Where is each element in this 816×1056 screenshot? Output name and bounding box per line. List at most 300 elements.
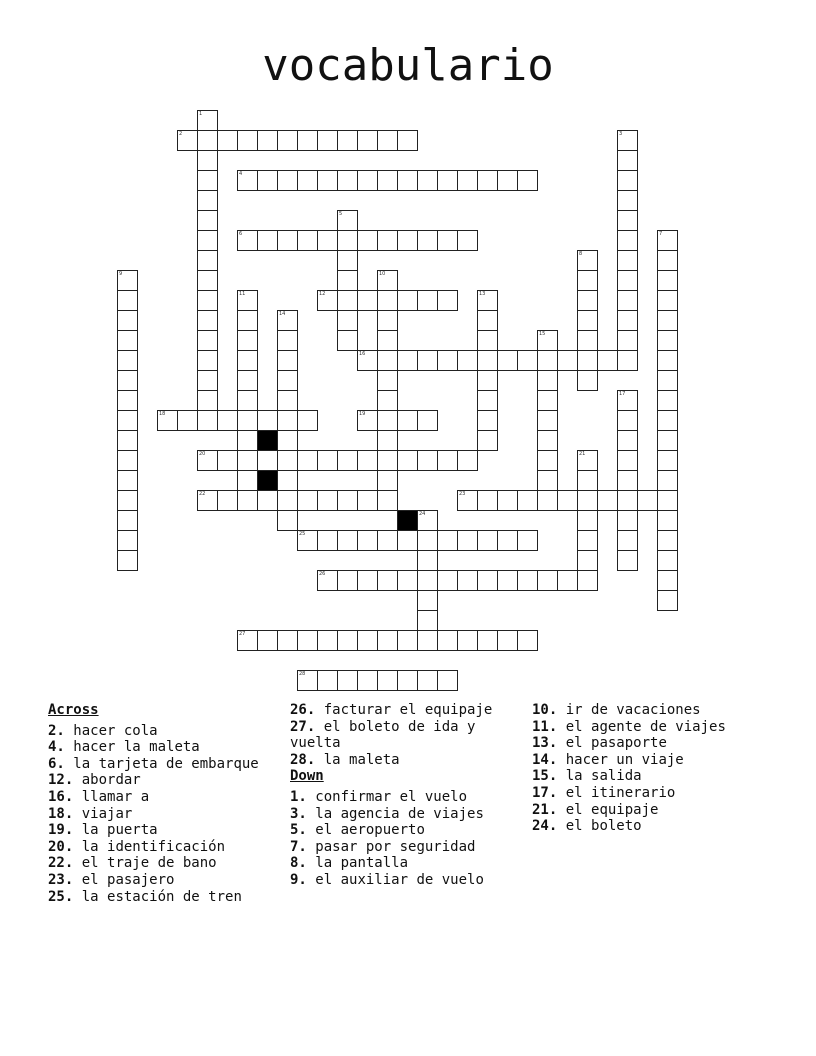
grid-cell[interactable]: [377, 230, 398, 251]
grid-cell[interactable]: [617, 390, 638, 411]
grid-cell[interactable]: [357, 670, 378, 691]
grid-cell[interactable]: [197, 310, 218, 331]
grid-cell[interactable]: [497, 170, 518, 191]
grid-cell[interactable]: [257, 630, 278, 651]
grid-cell[interactable]: [197, 490, 218, 511]
grid-cell[interactable]: [297, 170, 318, 191]
grid-cell[interactable]: [277, 350, 298, 371]
grid-cell[interactable]: [577, 350, 598, 371]
grid-cell[interactable]: [457, 570, 478, 591]
grid-cell[interactable]: [537, 430, 558, 451]
grid-cell[interactable]: [397, 130, 418, 151]
grid-cell[interactable]: [517, 350, 538, 371]
grid-cell[interactable]: [617, 190, 638, 211]
grid-cell[interactable]: [197, 110, 218, 131]
grid-cell[interactable]: [277, 330, 298, 351]
grid-cell[interactable]: [237, 290, 258, 311]
grid-cell[interactable]: [317, 130, 338, 151]
grid-cell[interactable]: [377, 350, 398, 371]
grid-cell[interactable]: [617, 310, 638, 331]
clue-label-number: 3.: [290, 805, 307, 822]
grid-cell[interactable]: [657, 590, 678, 611]
down-clue: [290, 822, 525, 839]
grid-cell[interactable]: [497, 570, 518, 591]
grid-cell[interactable]: [237, 230, 258, 251]
grid-cell[interactable]: [597, 490, 618, 511]
grid-cell[interactable]: [197, 290, 218, 311]
grid-cell[interactable]: [357, 290, 378, 311]
grid-cell[interactable]: [657, 570, 678, 591]
grid-cell[interactable]: [477, 570, 498, 591]
grid-cell[interactable]: [297, 450, 318, 471]
grid-cell[interactable]: [237, 390, 258, 411]
grid-cell[interactable]: [337, 230, 358, 251]
clue-label-number: 21.: [532, 801, 558, 818]
grid-cell[interactable]: [377, 390, 398, 411]
grid-cell[interactable]: [197, 250, 218, 271]
grid-cell[interactable]: [117, 550, 138, 571]
grid-cell[interactable]: [617, 490, 638, 511]
grid-cell[interactable]: [457, 450, 478, 471]
grid-cell[interactable]: [477, 350, 498, 371]
grid-cell[interactable]: [197, 390, 218, 411]
grid-cell[interactable]: [357, 570, 378, 591]
grid-cell[interactable]: [197, 270, 218, 291]
grid-cell[interactable]: [617, 450, 638, 471]
grid-cell[interactable]: [437, 290, 458, 311]
grid-cell[interactable]: [317, 230, 338, 251]
grid-cell[interactable]: [197, 190, 218, 211]
grid-cell[interactable]: [657, 510, 678, 531]
grid-cell[interactable]: [317, 530, 338, 551]
grid-cell[interactable]: [277, 630, 298, 651]
grid-cell[interactable]: [237, 470, 258, 491]
grid-cell[interactable]: [237, 630, 258, 651]
grid-cell[interactable]: [537, 450, 558, 471]
grid-cell[interactable]: [237, 490, 258, 511]
grid-cell[interactable]: [657, 370, 678, 391]
grid-cell[interactable]: [337, 330, 358, 351]
grid-cell[interactable]: [257, 170, 278, 191]
grid-cell[interactable]: [617, 530, 638, 551]
grid-cell[interactable]: [577, 310, 598, 331]
grid-cell[interactable]: [577, 490, 598, 511]
grid-cell[interactable]: [277, 130, 298, 151]
grid-cell[interactable]: [197, 210, 218, 231]
grid-cell[interactable]: [277, 470, 298, 491]
grid-cell[interactable]: [397, 530, 418, 551]
grid-cell[interactable]: [297, 490, 318, 511]
grid-cell[interactable]: [117, 390, 138, 411]
grid-cell[interactable]: [397, 670, 418, 691]
clue-label-number: 23.: [48, 871, 74, 888]
grid-cell[interactable]: [377, 410, 398, 431]
grid-cell[interactable]: [477, 370, 498, 391]
grid-cell[interactable]: [477, 390, 498, 411]
grid-cell[interactable]: [297, 130, 318, 151]
grid-cell[interactable]: [657, 290, 678, 311]
grid-cell[interactable]: [357, 170, 378, 191]
grid-cell[interactable]: [417, 510, 438, 531]
grid-cell[interactable]: [377, 170, 398, 191]
grid-cell[interactable]: [537, 490, 558, 511]
grid-cell[interactable]: [117, 410, 138, 431]
grid-cell[interactable]: [577, 250, 598, 271]
grid-cell[interactable]: [537, 330, 558, 351]
grid-cell[interactable]: [397, 570, 418, 591]
grid-cell[interactable]: [457, 630, 478, 651]
grid-cell[interactable]: [337, 530, 358, 551]
grid-cell[interactable]: [257, 410, 278, 431]
grid-cell[interactable]: [417, 610, 438, 631]
grid-cell[interactable]: [197, 150, 218, 171]
grid-cell[interactable]: [617, 150, 638, 171]
grid-cell[interactable]: [337, 250, 358, 271]
grid-cell[interactable]: [477, 430, 498, 451]
grid-cell[interactable]: [197, 410, 218, 431]
grid-cell[interactable]: [237, 410, 258, 431]
clue-label-number: 15.: [532, 768, 558, 785]
grid-cell[interactable]: [617, 410, 638, 431]
grid-cell[interactable]: [437, 230, 458, 251]
grid-cell[interactable]: [117, 350, 138, 371]
grid-cell[interactable]: [377, 370, 398, 391]
grid-cell[interactable]: [617, 430, 638, 451]
grid-cell[interactable]: [297, 230, 318, 251]
grid-cell[interactable]: [357, 410, 378, 431]
grid-cell[interactable]: [557, 570, 578, 591]
grid-cell[interactable]: [457, 170, 478, 191]
grid-cell[interactable]: [477, 290, 498, 311]
grid-cell[interactable]: [217, 410, 238, 431]
grid-cell[interactable]: [337, 290, 358, 311]
grid-cell[interactable]: [417, 170, 438, 191]
grid-cell[interactable]: [417, 670, 438, 691]
grid-cell[interactable]: [577, 370, 598, 391]
grid-cell[interactable]: [617, 130, 638, 151]
grid-cell[interactable]: [337, 670, 358, 691]
clue-number: 23: [459, 491, 466, 497]
grid-cell[interactable]: [357, 130, 378, 151]
grid-cell[interactable]: [617, 250, 638, 271]
grid-cell[interactable]: [657, 490, 678, 511]
grid-cell[interactable]: [617, 330, 638, 351]
grid-cell[interactable]: [657, 230, 678, 251]
grid-cell[interactable]: [617, 230, 638, 251]
grid-cell[interactable]: [117, 310, 138, 331]
grid-cell[interactable]: [397, 170, 418, 191]
grid-cell[interactable]: [197, 450, 218, 471]
grid-cell[interactable]: [497, 350, 518, 371]
grid-cell[interactable]: [177, 410, 198, 431]
grid-cell[interactable]: [377, 530, 398, 551]
grid-cell[interactable]: [237, 370, 258, 391]
grid-cell[interactable]: [437, 450, 458, 471]
grid-cell[interactable]: [117, 470, 138, 491]
grid-cell[interactable]: [637, 490, 658, 511]
across-clue: [48, 839, 278, 856]
clue-number: 24: [419, 511, 426, 517]
grid-cell[interactable]: [657, 270, 678, 291]
grid-cell[interactable]: [437, 530, 458, 551]
grid-cell[interactable]: [117, 270, 138, 291]
grid-cell[interactable]: [417, 450, 438, 471]
grid-cell[interactable]: [657, 530, 678, 551]
grid-cell[interactable]: [197, 170, 218, 191]
clue-text: el itinerario: [565, 784, 676, 801]
grid-cell[interactable]: [417, 590, 438, 611]
grid-cell[interactable]: [117, 450, 138, 471]
grid-cell[interactable]: [237, 450, 258, 471]
grid-cell[interactable]: [617, 350, 638, 371]
grid-cell[interactable]: [577, 550, 598, 571]
grid-cell[interactable]: [477, 310, 498, 331]
grid-cell[interactable]: [657, 430, 678, 451]
grid-cell[interactable]: [657, 390, 678, 411]
grid-cell[interactable]: [417, 230, 438, 251]
grid-cell[interactable]: [477, 170, 498, 191]
grid-cell[interactable]: [377, 630, 398, 651]
across-clue: [48, 723, 278, 740]
grid-cell[interactable]: [297, 530, 318, 551]
grid-cell[interactable]: [297, 410, 318, 431]
grid-cell[interactable]: [417, 350, 438, 371]
grid-cell[interactable]: [577, 290, 598, 311]
grid-cell[interactable]: [437, 630, 458, 651]
grid-cell[interactable]: [197, 230, 218, 251]
grid-cell[interactable]: [297, 670, 318, 691]
grid-cell[interactable]: [657, 350, 678, 371]
grid-cell[interactable]: [317, 630, 338, 651]
grid-cell[interactable]: [337, 130, 358, 151]
grid-cell[interactable]: [257, 230, 278, 251]
grid-cell[interactable]: [617, 170, 638, 191]
grid-cell[interactable]: [357, 230, 378, 251]
grid-cell[interactable]: [197, 370, 218, 391]
grid-cell[interactable]: [657, 470, 678, 491]
grid-cell[interactable]: [617, 550, 638, 571]
grid-cell[interactable]: [357, 450, 378, 471]
grid-cell[interactable]: [377, 470, 398, 491]
grid-cell[interactable]: [497, 530, 518, 551]
clue-text: la pantalla: [315, 855, 409, 872]
grid-cell[interactable]: [477, 630, 498, 651]
grid-cell[interactable]: [337, 630, 358, 651]
grid-cell[interactable]: [117, 370, 138, 391]
grid-cell[interactable]: [437, 350, 458, 371]
grid-cell[interactable]: [417, 530, 438, 551]
grid-cell[interactable]: [617, 210, 638, 231]
grid-cell[interactable]: [517, 630, 538, 651]
grid-cell[interactable]: [397, 290, 418, 311]
grid-cell[interactable]: [617, 510, 638, 531]
grid-cell[interactable]: [477, 530, 498, 551]
grid-cell[interactable]: [397, 350, 418, 371]
grid-cell[interactable]: [517, 170, 538, 191]
grid-cell[interactable]: [537, 370, 558, 391]
grid-cell[interactable]: [377, 490, 398, 511]
grid-cell[interactable]: [597, 350, 618, 371]
grid-cell[interactable]: [557, 490, 578, 511]
grid-cell[interactable]: [357, 490, 378, 511]
grid-cell[interactable]: [317, 490, 338, 511]
grid-cell[interactable]: [277, 390, 298, 411]
grid-cell[interactable]: [617, 290, 638, 311]
grid-cell[interactable]: [337, 210, 358, 231]
grid-cell[interactable]: [117, 290, 138, 311]
grid-cell[interactable]: [317, 570, 338, 591]
grid-cell[interactable]: [617, 470, 638, 491]
grid-cell[interactable]: [577, 470, 598, 491]
grid-cell[interactable]: [297, 630, 318, 651]
clue-text: confirmar el vuelo: [315, 788, 468, 805]
grid-cell[interactable]: [377, 570, 398, 591]
grid-cell[interactable]: [537, 350, 558, 371]
grid-cell[interactable]: [657, 330, 678, 351]
grid-cell[interactable]: [617, 270, 638, 291]
grid-cell[interactable]: [377, 130, 398, 151]
grid-cell[interactable]: [237, 330, 258, 351]
down-clue: [532, 818, 762, 835]
grid-cell[interactable]: [397, 230, 418, 251]
grid-cell[interactable]: [357, 350, 378, 371]
grid-cell[interactable]: [457, 230, 478, 251]
grid-cell[interactable]: [417, 630, 438, 651]
grid-cell[interactable]: [197, 330, 218, 351]
grid-cell[interactable]: [257, 130, 278, 151]
grid-cell[interactable]: [277, 510, 298, 531]
grid-cell[interactable]: [537, 570, 558, 591]
grid-cell[interactable]: [657, 550, 678, 571]
grid-cell[interactable]: [277, 450, 298, 471]
grid-cell[interactable]: [237, 350, 258, 371]
grid-cell[interactable]: [397, 630, 418, 651]
grid-cell[interactable]: [377, 670, 398, 691]
grid-cell[interactable]: [577, 330, 598, 351]
grid-cell[interactable]: [277, 410, 298, 431]
grid-cell[interactable]: [357, 530, 378, 551]
grid-cell[interactable]: [457, 490, 478, 511]
grid-cell[interactable]: [417, 550, 438, 571]
grid-cell[interactable]: [237, 170, 258, 191]
clue-text: la estación de tren: [81, 888, 242, 905]
grid-cell[interactable]: [337, 490, 358, 511]
clue-number: 14: [279, 311, 286, 317]
grid-cell[interactable]: [337, 570, 358, 591]
grid-cell[interactable]: [317, 670, 338, 691]
clue-label-number: 16.: [48, 788, 74, 805]
grid-cell[interactable]: [577, 510, 598, 531]
grid-cell[interactable]: [657, 450, 678, 471]
grid-cell[interactable]: [117, 510, 138, 531]
grid-cell[interactable]: [277, 170, 298, 191]
grid-cell[interactable]: [477, 490, 498, 511]
grid-cell[interactable]: [377, 330, 398, 351]
grid-cell[interactable]: [337, 170, 358, 191]
grid-cell[interactable]: [117, 490, 138, 511]
grid-cell[interactable]: [117, 530, 138, 551]
grid-cell[interactable]: [377, 450, 398, 471]
grid-cell[interactable]: [397, 410, 418, 431]
grid-cell[interactable]: [377, 270, 398, 291]
grid-cell[interactable]: [337, 450, 358, 471]
grid-cell[interactable]: [657, 410, 678, 431]
grid-cell[interactable]: [577, 570, 598, 591]
grid-cell[interactable]: [437, 570, 458, 591]
grid-cell[interactable]: [317, 450, 338, 471]
grid-cell[interactable]: [277, 370, 298, 391]
grid-cell[interactable]: [497, 490, 518, 511]
grid-cell[interactable]: [277, 430, 298, 451]
page-title: vocabulario: [262, 40, 554, 91]
grid-cell[interactable]: [417, 410, 438, 431]
grid-cell[interactable]: [357, 630, 378, 651]
grid-cell[interactable]: [537, 410, 558, 431]
black-cell: [397, 510, 418, 531]
grid-cell[interactable]: [437, 670, 458, 691]
grid-cell[interactable]: [197, 350, 218, 371]
grid-cell[interactable]: [217, 450, 238, 471]
grid-cell[interactable]: [237, 430, 258, 451]
grid-cell[interactable]: [537, 470, 558, 491]
clue-label-number: 6.: [48, 755, 65, 772]
grid-cell[interactable]: [377, 310, 398, 331]
grid-cell[interactable]: [317, 290, 338, 311]
grid-cell[interactable]: [577, 270, 598, 291]
grid-cell[interactable]: [217, 130, 238, 151]
grid-cell[interactable]: [417, 290, 438, 311]
grid-cell[interactable]: [117, 330, 138, 351]
grid-cell[interactable]: [537, 390, 558, 411]
grid-cell[interactable]: [157, 410, 178, 431]
grid-cell[interactable]: [657, 250, 678, 271]
grid-cell[interactable]: [337, 310, 358, 331]
grid-cell[interactable]: [117, 430, 138, 451]
grid-cell[interactable]: [317, 170, 338, 191]
grid-cell[interactable]: [257, 450, 278, 471]
grid-cell[interactable]: [237, 310, 258, 331]
grid-cell[interactable]: [417, 570, 438, 591]
grid-cell[interactable]: [517, 570, 538, 591]
grid-cell[interactable]: [577, 530, 598, 551]
grid-cell[interactable]: [197, 130, 218, 151]
grid-cell[interactable]: [397, 450, 418, 471]
grid-cell[interactable]: [477, 410, 498, 431]
grid-cell[interactable]: [497, 630, 518, 651]
clue-label-number: 8.: [290, 855, 307, 872]
grid-cell[interactable]: [457, 350, 478, 371]
grid-cell[interactable]: [177, 130, 198, 151]
grid-cell[interactable]: [657, 310, 678, 331]
clue-number: 19: [359, 411, 366, 417]
grid-cell[interactable]: [377, 290, 398, 311]
grid-cell[interactable]: [517, 530, 538, 551]
grid-cell[interactable]: [557, 350, 578, 371]
grid-cell[interactable]: [337, 270, 358, 291]
grid-cell[interactable]: [257, 490, 278, 511]
grid-cell[interactable]: [277, 490, 298, 511]
grid-cell[interactable]: [517, 490, 538, 511]
grid-cell[interactable]: [377, 430, 398, 451]
grid-cell[interactable]: [437, 170, 458, 191]
grid-cell[interactable]: [277, 310, 298, 331]
grid-cell[interactable]: [477, 330, 498, 351]
grid-cell[interactable]: [237, 130, 258, 151]
grid-cell[interactable]: [217, 490, 238, 511]
grid-cell[interactable]: [277, 230, 298, 251]
grid-cell[interactable]: [577, 450, 598, 471]
grid-cell[interactable]: [457, 530, 478, 551]
